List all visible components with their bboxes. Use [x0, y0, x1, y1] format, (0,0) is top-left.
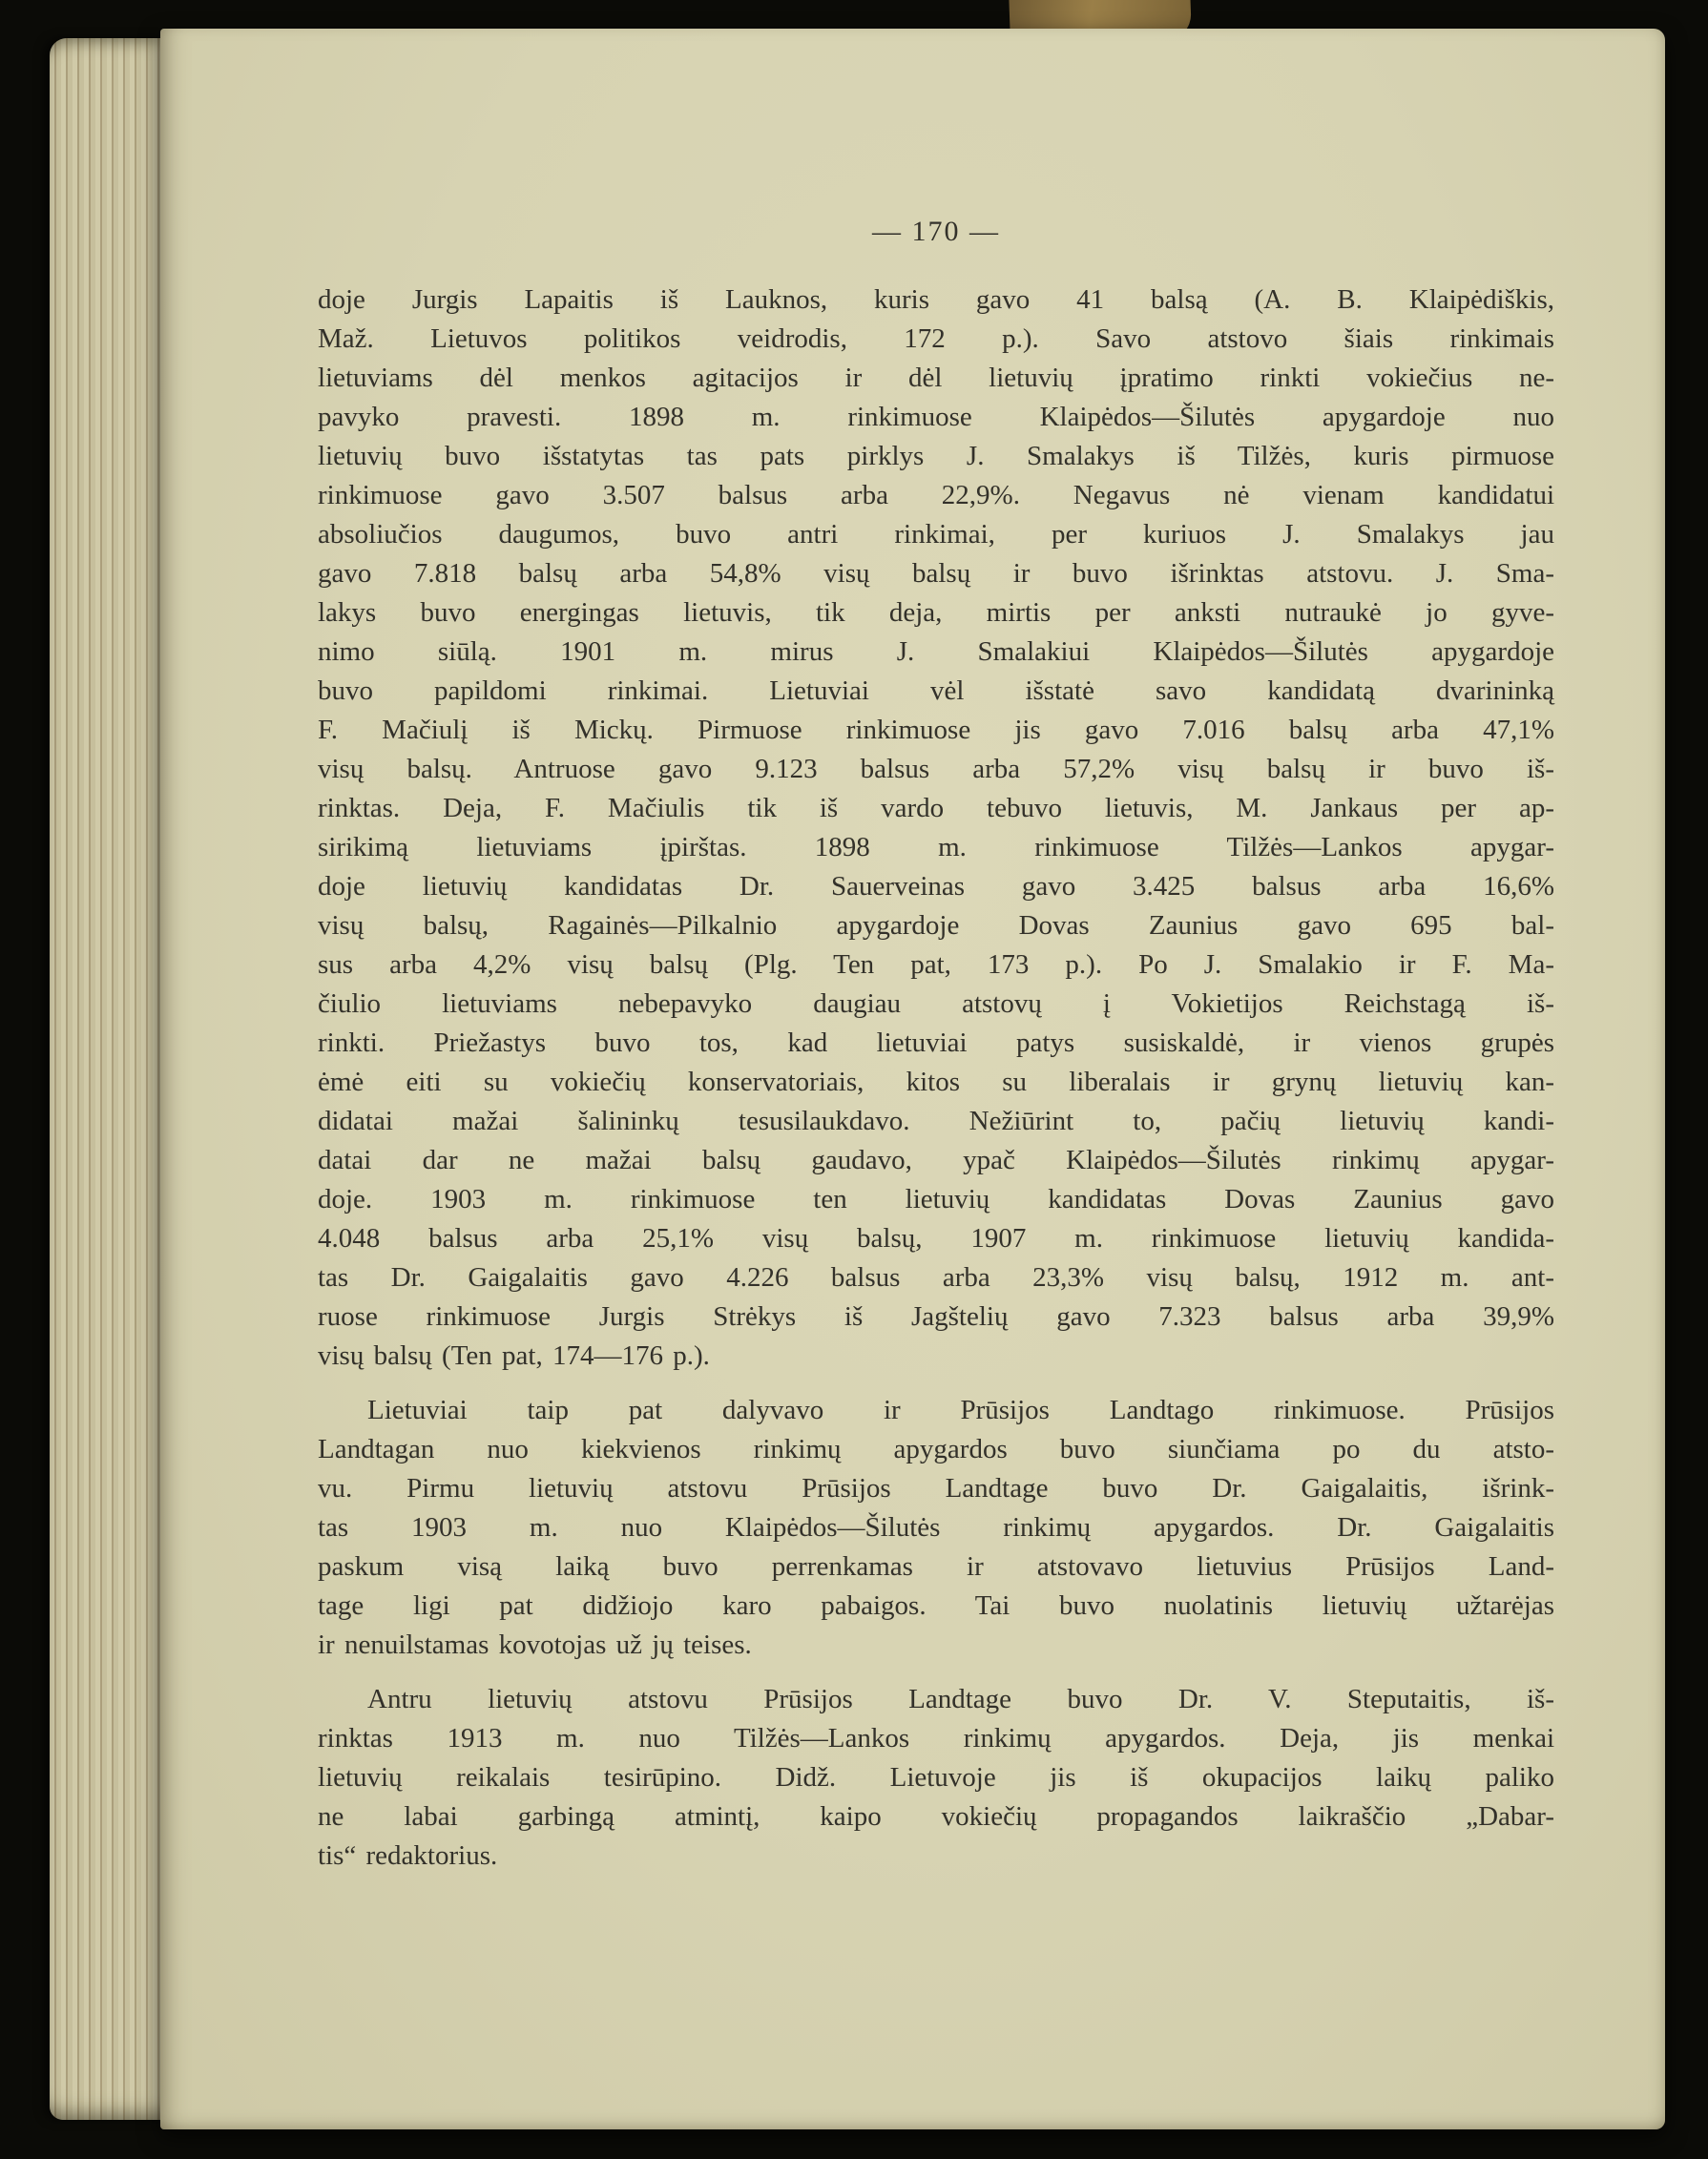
book-page-edges — [50, 38, 166, 2120]
text-line: vu. Pirmu lietuvių atstovu Prūsijos Landtage buvo Dr. Gaigalaitis, išrink- — [318, 1473, 1554, 1504]
text-line: sus arba 4,2% visų balsų (Plg. Ten pat, 173 p.). Po J. Smalakio ir F. Ma- — [318, 949, 1554, 980]
text-line: sirikimą lietuviams įpirštas. 1898 m. rinkimuose Tilžės—Lankos apygar- — [318, 832, 1554, 862]
text-line: rinktas 1913 m. nuo Tilžės—Lankos rinkimų apygardos. Deja, jis menkai — [318, 1723, 1554, 1754]
text-line: nimo siūlą. 1901 m. mirus J. Smalakiui Klaipėdos—Šilutės apygardoje — [318, 636, 1554, 667]
text-line: gavo 7.818 balsų arba 54,8% visų balsų ir buvo išrinktas atstovu. J. Sma- — [318, 558, 1554, 589]
book-page — [160, 29, 1665, 2129]
text-line: lietuviams dėl menkos agitacijos ir dėl lietuvių įpratimo rinkti vokiečius ne- — [318, 363, 1554, 393]
text-line: tas Dr. Gaigalaitis gavo 4.226 balsus arba 23,3% visų balsų, 1912 m. ant- — [318, 1262, 1554, 1293]
page-text — [318, 280, 1554, 1876]
text-line: buvo papildomi rinkimai. Lietuviai vėl išstatė savo kandidatą dvarininką — [318, 675, 1554, 706]
paragraph — [318, 1680, 1554, 1876]
text-line: rinktas. Deja, F. Mačiulis tik iš vardo tebuvo lietuvis, M. Jankaus per ap- — [318, 793, 1554, 823]
text-line: lietuvių reikalais tesirūpino. Didž. Lietuvoje jis iš okupacijos laikų paliko — [318, 1762, 1554, 1793]
text-line: Maž. Lietuvos politikos veidrodis, 172 p.). Savo atstovo šiais rinkimais — [318, 323, 1554, 354]
text-line: tis“ redaktorius. — [318, 1840, 498, 1871]
text-line: tage ligi pat didžiojo karo pabaigos. Tai buvo nuolatinis lietuvių užtarėjas — [318, 1590, 1554, 1621]
text-line: lakys buvo energingas lietuvis, tik deja, mirtis per anksti nutraukė jo gyve- — [318, 597, 1554, 628]
text-line: Antru lietuvių atstovu Prūsijos Landtage buvo Dr. V. Steputaitis, iš- — [367, 1684, 1554, 1714]
text-line: visų balsų (Ten pat, 174—176 p.). — [318, 1340, 710, 1371]
text-line: pavyko pravesti. 1898 m. rinkimuose Klaipėdos—Šilutės apygardoje nuo — [318, 402, 1554, 432]
text-line: tas 1903 m. nuo Klaipėdos—Šilutės rinkimų apygardos. Dr. Gaigalaitis — [318, 1512, 1554, 1543]
text-line: visų balsų. Antruose gavo 9.123 balsus arba 57,2% visų balsų ir buvo iš- — [318, 754, 1554, 784]
paragraph — [318, 280, 1554, 1376]
text-line: doje Jurgis Lapaitis iš Lauknos, kuris gavo 41 balsą (A. B. Klaipėdiškis, — [318, 284, 1554, 315]
text-line: doje. 1903 m. rinkimuose ten lietuvių kandidatas Dovas Zaunius gavo — [318, 1184, 1554, 1214]
text-line: rinkti. Priežastys buvo tos, kad lietuviai patys susiskaldė, ir vienos grupės — [318, 1028, 1554, 1058]
text-line: čiulio lietuviams nebepavyko daugiau atstovų į Vokietijos Reichstagą iš- — [318, 988, 1554, 1019]
text-line: doje lietuvių kandidatas Dr. Sauerveinas gavo 3.425 balsus arba 16,6% — [318, 871, 1554, 902]
text-line: visų balsų, Ragainės—Pilkalnio apygardoje Dovas Zaunius gavo 695 bal- — [318, 910, 1554, 941]
text-line: Lietuviai taip pat dalyvavo ir Prūsijos Landtago rinkimuose. Prūsijos — [367, 1395, 1554, 1425]
text-line: ruose rinkimuose Jurgis Strėkys iš Jagštelių gavo 7.323 balsus arba 39,9% — [318, 1301, 1554, 1332]
text-line: F. Mačiulį iš Mickų. Pirmuose rinkimuose jis gavo 7.016 balsų arba 47,1% — [318, 715, 1554, 745]
paragraph — [318, 1391, 1554, 1665]
text-line: absoliučios daugumos, buvo antri rinkimai, per kuriuos J. Smalakys jau — [318, 519, 1554, 550]
text-line: datai dar ne mažai balsų gaudavo, ypač Klaipėdos—Šilutės rinkimų apygar- — [318, 1145, 1554, 1175]
text-line: ėmė eiti su vokiečių konservatoriais, kitos su liberalais ir grynų lietuvių kan- — [318, 1067, 1554, 1097]
text-line: paskum visą laiką buvo perrenkamas ir atstovavo lietuvius Prūsijos Land- — [318, 1551, 1554, 1582]
text-line: 4.048 balsus arba 25,1% visų balsų, 1907 m. rinkimuose lietuvių kandida- — [318, 1223, 1554, 1254]
text-line: lietuvių buvo išstatytas tas pats pirklys J. Smalakys iš Tilžės, kuris pirmuose — [318, 441, 1554, 471]
page-number: — 170 — — [872, 216, 1000, 247]
text-line: ir nenuilstamas kovotojas už jų teises. — [318, 1630, 752, 1660]
text-line: didatai mažai šalininkų tesusilaukdavo. Nežiūrint to, pačių lietuvių kandi- — [318, 1106, 1554, 1136]
text-line: rinkimuose gavo 3.507 balsus arba 22,9%. Negavus nė vienam kandidatui — [318, 480, 1554, 510]
text-line: ne labai garbingą atmintį, kaipo vokiečių propagandos laikraščio „Dabar- — [318, 1801, 1554, 1832]
text-line: Landtagan nuo kiekvienos rinkimų apygardos buvo siunčiama po du atsto- — [318, 1434, 1554, 1464]
